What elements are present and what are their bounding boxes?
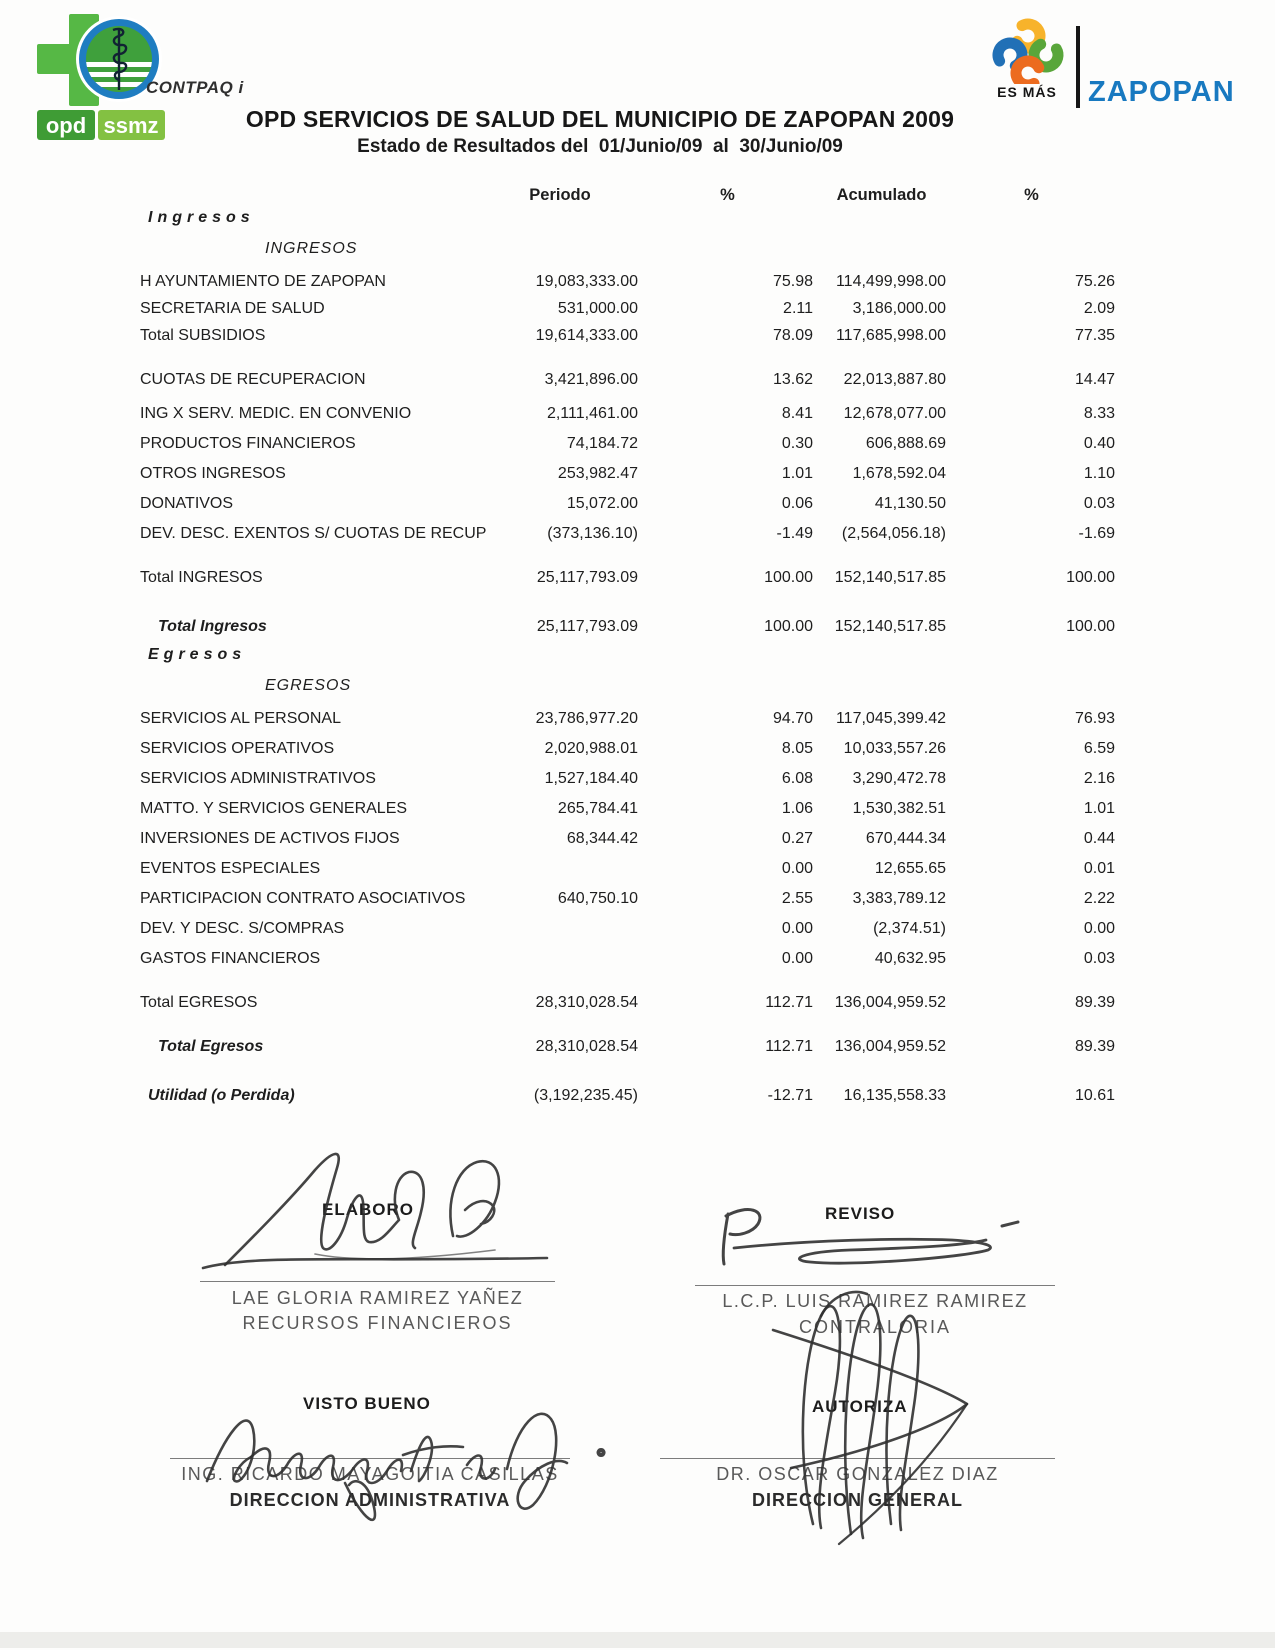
- cell-periodo: [480, 238, 640, 260]
- cell-acumulado: 12,655.65: [874, 860, 946, 877]
- cell-pct1: 0.06: [781, 495, 813, 512]
- table-row: [140, 401, 1115, 426]
- table-row: [140, 1083, 1115, 1108]
- cell-periodo: 2,020,988.01: [544, 740, 638, 757]
- table-row: [140, 856, 1115, 881]
- cell-pct1: 1.06: [781, 800, 813, 817]
- cell-pct2: 0.03: [1083, 495, 1115, 512]
- signer-dept: RECURSOS FINANCIEROS: [242, 1313, 513, 1333]
- opd-ssmz-badge: [37, 110, 165, 140]
- cell-pct1: 100.00: [764, 569, 813, 586]
- cell-acumulado: 3,383,789.12: [852, 890, 946, 907]
- table-row: [140, 323, 1115, 348]
- cell-periodo: [480, 946, 640, 971]
- cell-acumulado: 117,685,998.00: [835, 327, 946, 344]
- cell-label: MATTO. Y SERVICIOS GENERALES: [140, 800, 408, 817]
- cell-pct2: 2.22: [1083, 890, 1115, 907]
- cell-pct2: 8.33: [1083, 405, 1115, 422]
- cell-pct2: 2.09: [1083, 300, 1115, 317]
- cell-acumulado: 114,499,998.00: [835, 273, 946, 290]
- cell-label: SERVICIOS AL PERSONAL: [140, 710, 341, 727]
- table-row: [140, 461, 1115, 486]
- column-header-spacer: [140, 185, 480, 205]
- cell-pct1: 8.05: [781, 740, 813, 757]
- cell-pct1: 0.00: [781, 860, 813, 877]
- cell-periodo: 19,083,333.00: [535, 273, 638, 290]
- cell-pct1: 78.09: [772, 327, 813, 344]
- cell-pct2: 76.93: [1074, 710, 1115, 727]
- cell-label: ING X SERV. MEDIC. EN CONVENIO: [140, 405, 412, 422]
- cell-periodo: 25,117,793.09: [536, 569, 638, 586]
- table-row: [140, 946, 1115, 971]
- zapopan-tagline: ES MÁS: [997, 84, 1057, 100]
- cell-pct1: 13.62: [772, 371, 813, 388]
- cell-pct1: 8.41: [781, 405, 813, 422]
- signature-oscar-icon: [755, 1272, 1015, 1552]
- cell-pct1: 6.08: [781, 770, 813, 787]
- table-row: [140, 736, 1115, 761]
- signature-role-visto-bueno: VISTO BUENO: [303, 1394, 431, 1413]
- zapopan-wordmark: ZAPOPAN: [1088, 76, 1235, 108]
- table-row: [140, 614, 1115, 639]
- cell-periodo: 68,344.42: [566, 830, 638, 847]
- cell-pct2: -1.69: [1078, 525, 1115, 542]
- cell-pct2: [948, 675, 1115, 697]
- cell-label: GASTOS FINANCIEROS: [140, 950, 321, 967]
- cell-pct1: 2.55: [781, 890, 813, 907]
- signature-role-elaboro: ELABORO: [322, 1200, 414, 1219]
- cell-label: DONATIVOS: [140, 495, 234, 512]
- zapopan-divider: [1076, 26, 1080, 108]
- cell-pct2: 10.61: [1074, 1087, 1115, 1104]
- cell-periodo: [480, 644, 640, 666]
- signer-name: DR. OSCAR GONZALEZ DIAZ: [716, 1464, 999, 1484]
- cell-acumulado: 670,444.34: [865, 830, 946, 847]
- cell-pct1: 2.11: [783, 300, 813, 317]
- signer-name: L.C.P. LUIS RAMIREZ RAMIREZ: [722, 1291, 1028, 1311]
- table-row: [140, 1034, 1115, 1059]
- cell-label: SECRETARIA DE SALUD: [140, 300, 325, 317]
- table-row: [140, 207, 1115, 229]
- scan-artifact-strip: [0, 1632, 1275, 1648]
- opd-ssmz-logo: [35, 12, 167, 140]
- income-statement-table: [140, 185, 1115, 1108]
- cell-acumulado: 22,013,887.80: [843, 371, 946, 388]
- table-row: [140, 826, 1115, 851]
- cell-pct2: 89.39: [1074, 994, 1115, 1011]
- cell-pct2: [948, 238, 1115, 260]
- cell-periodo: 640,750.10: [557, 890, 638, 907]
- cell-acumulado: 12,678,077.00: [843, 405, 946, 422]
- cell-pct2: 14.47: [1074, 371, 1115, 388]
- cell-acumulado: 40,632.95: [874, 950, 946, 967]
- table-row: [140, 990, 1115, 1015]
- cell-acumulado: 1,678,592.04: [852, 465, 946, 482]
- cell-pct2: [948, 644, 1115, 666]
- cell-pct2: 6.59: [1083, 740, 1115, 757]
- cell-acumulado: 3,290,472.78: [852, 770, 946, 787]
- cell-periodo: 23,786,977.20: [535, 710, 638, 727]
- cell-pct1: 0.00: [781, 950, 813, 967]
- report-header-row: [140, 185, 1115, 205]
- signer-dept: CONTRALORIA: [798, 1317, 952, 1337]
- table-row: [140, 431, 1115, 456]
- badge-opd-text: opd: [45, 113, 87, 138]
- cell-pct1: [640, 644, 815, 666]
- cell-label: Total INGRESOS: [140, 569, 263, 586]
- cell-label: EGRESOS: [265, 677, 352, 694]
- badge-ssmz-text: ssmz: [103, 113, 159, 138]
- cell-pct1: 1.01: [781, 465, 813, 482]
- cell-periodo: 3,421,896.00: [544, 371, 638, 388]
- cell-label: SERVICIOS OPERATIVOS: [140, 740, 335, 757]
- cell-acumulado: 152,140,517.85: [834, 618, 946, 635]
- cell-pct2: [948, 207, 1115, 229]
- cell-periodo: [480, 207, 640, 229]
- cell-pct2: 0.01: [1083, 860, 1115, 877]
- cell-pct2: 1.01: [1083, 800, 1115, 817]
- cell-pct2: 89.39: [1074, 1038, 1115, 1055]
- cell-pct1: 75.98: [772, 273, 813, 290]
- cell-periodo: 265,784.41: [557, 800, 638, 817]
- cell-periodo: 19,614,333.00: [535, 327, 638, 344]
- page-subtitle: Estado de Resultados del 01/Junio/09 al 30/Junio/09: [357, 136, 843, 157]
- signer-name: LAE GLORIA RAMIREZ YAÑEZ: [231, 1288, 524, 1308]
- report-rows: [140, 207, 1115, 1108]
- cell-pct1: 112.71: [765, 994, 813, 1011]
- table-row: [140, 766, 1115, 791]
- cell-label: Total Egresos: [158, 1038, 264, 1055]
- table-row: [140, 269, 1115, 294]
- cell-periodo: 28,310,028.54: [535, 994, 638, 1011]
- cell-acumulado: 10,033,557.26: [843, 740, 946, 757]
- cell-periodo: [480, 916, 640, 941]
- cell-pct1: [640, 207, 815, 229]
- cell-label: INVERSIONES DE ACTIVOS FIJOS: [140, 830, 400, 847]
- cell-acumulado: 1,530,382.51: [852, 800, 946, 817]
- cell-pct1: [640, 675, 815, 697]
- table-row: [140, 916, 1115, 941]
- cell-periodo: 253,982.47: [557, 465, 638, 482]
- contpaq-watermark: CONTPAQ i: [146, 78, 244, 97]
- cell-periodo: [480, 856, 640, 881]
- signer-dept: DIRECCION GENERAL: [751, 1490, 963, 1510]
- cell-pct2: 100.00: [1066, 569, 1115, 586]
- table-row: [140, 565, 1115, 590]
- cell-pct2: 0.00: [1083, 920, 1115, 937]
- cell-acumulado: [815, 675, 948, 697]
- signature-role-reviso: REVISO: [825, 1204, 896, 1223]
- column-header: Acumulado: [836, 186, 927, 204]
- cell-label: CUOTAS DE RECUPERACION: [140, 371, 366, 388]
- cell-acumulado: 41,130.50: [874, 495, 946, 512]
- cell-periodo: (3,192,235.45): [533, 1087, 638, 1104]
- cell-pct1: 112.71: [765, 1038, 813, 1055]
- cell-periodo: 531,000.00: [557, 300, 638, 317]
- cell-periodo: 1,527,184.40: [544, 770, 638, 787]
- cell-label: DEV. Y DESC. S/COMPRAS: [140, 920, 345, 937]
- cell-periodo: 2,111,461.00: [546, 405, 638, 422]
- cell-acumulado: (2,564,056.18): [841, 525, 946, 542]
- cell-periodo: 28,310,028.54: [535, 1038, 638, 1055]
- cell-acumulado: [815, 644, 948, 666]
- page-title: OPD SERVICIOS DE SALUD DEL MUNICIPIO DE ZAPOPAN 2009: [245, 106, 955, 132]
- cell-pct1: -12.71: [767, 1087, 813, 1104]
- column-header: %: [720, 186, 735, 204]
- cell-label: Utilidad (o Perdida): [148, 1087, 295, 1104]
- cell-acumulado: 152,140,517.85: [834, 569, 946, 586]
- cell-pct2: 0.44: [1083, 830, 1115, 847]
- cell-acumulado: 16,135,558.33: [843, 1087, 946, 1104]
- table-row: [140, 644, 1115, 666]
- table-row: [140, 886, 1115, 911]
- cell-acumulado: 3,186,000.00: [852, 300, 946, 317]
- table-row: [140, 491, 1115, 516]
- cell-periodo: 15,072.00: [566, 495, 638, 512]
- cell-pct1: 0.27: [781, 830, 813, 847]
- signature-gloria-icon: [195, 1140, 565, 1285]
- table-row: [140, 706, 1115, 731]
- table-row: [140, 367, 1115, 392]
- cell-acumulado: 136,004,959.52: [834, 1038, 946, 1055]
- cell-acumulado: 606,888.69: [865, 435, 946, 452]
- cell-label: PRODUCTOS FINANCIEROS: [140, 435, 356, 452]
- cell-pct2: 0.40: [1083, 435, 1115, 452]
- column-header: Periodo: [529, 186, 591, 204]
- column-header: %: [1024, 186, 1039, 204]
- cell-pct1: [640, 238, 815, 260]
- cell-label: SERVICIOS ADMINISTRATIVOS: [140, 770, 376, 787]
- cell-acumulado: 136,004,959.52: [834, 994, 946, 1011]
- cell-acumulado: (2,374.51): [873, 920, 946, 937]
- cell-pct1: 0.30: [781, 435, 813, 452]
- cell-label: Total SUBSIDIOS: [140, 327, 266, 344]
- cell-periodo: 25,117,793.09: [536, 618, 638, 635]
- cell-label: Ingresos: [148, 209, 255, 226]
- cell-label: H AYUNTAMIENTO DE ZAPOPAN: [140, 273, 386, 290]
- cell-pct1: 0.00: [781, 920, 813, 937]
- cell-acumulado: [815, 207, 948, 229]
- cell-acumulado: 117,045,399.42: [835, 710, 946, 727]
- cell-acumulado: [815, 238, 948, 260]
- cell-label: EVENTOS ESPECIALES: [140, 860, 321, 877]
- signature-role-autoriza: AUTORIZA: [812, 1397, 908, 1416]
- cell-label: DEV. DESC. EXENTOS S/ CUOTAS DE RECUP: [140, 525, 487, 542]
- cell-label: Total Ingresos: [158, 618, 267, 635]
- cell-periodo: (373,136.10): [547, 525, 638, 542]
- cell-pct2: 75.26: [1074, 273, 1115, 290]
- signer-name: ING. RICARDO MAYAGOITIA CASILLAS: [181, 1464, 559, 1484]
- cell-label: PARTICIPACION CONTRATO ASOCIATIVOS: [140, 890, 466, 907]
- cell-label: INGRESOS: [265, 240, 358, 257]
- table-row: [140, 238, 1115, 260]
- cell-periodo: 74,184.72: [566, 435, 638, 452]
- cell-label: Total EGRESOS: [140, 994, 258, 1011]
- zapopan-pinwheel-icon: [985, 18, 1071, 84]
- cell-pct1: -1.49: [776, 525, 813, 542]
- cell-label: Egresos: [148, 646, 247, 663]
- cell-pct1: 100.00: [764, 618, 813, 635]
- table-row: [140, 796, 1115, 821]
- cell-pct1: 94.70: [772, 710, 813, 727]
- cell-periodo: [480, 675, 640, 697]
- signature-mayagoitia-icon: [195, 1385, 625, 1545]
- table-row: [140, 521, 1115, 546]
- cell-label: OTROS INGRESOS: [140, 465, 286, 482]
- cell-pct2: 77.35: [1074, 327, 1115, 344]
- table-row: [140, 296, 1115, 321]
- cell-pct2: 0.03: [1083, 950, 1115, 967]
- table-row: [140, 675, 1115, 697]
- cell-pct2: 1.10: [1083, 465, 1115, 482]
- signer-dept: DIRECCION ADMINISTRATIVA: [229, 1490, 511, 1510]
- cell-pct2: 100.00: [1066, 618, 1115, 635]
- cell-pct2: 2.16: [1083, 770, 1115, 787]
